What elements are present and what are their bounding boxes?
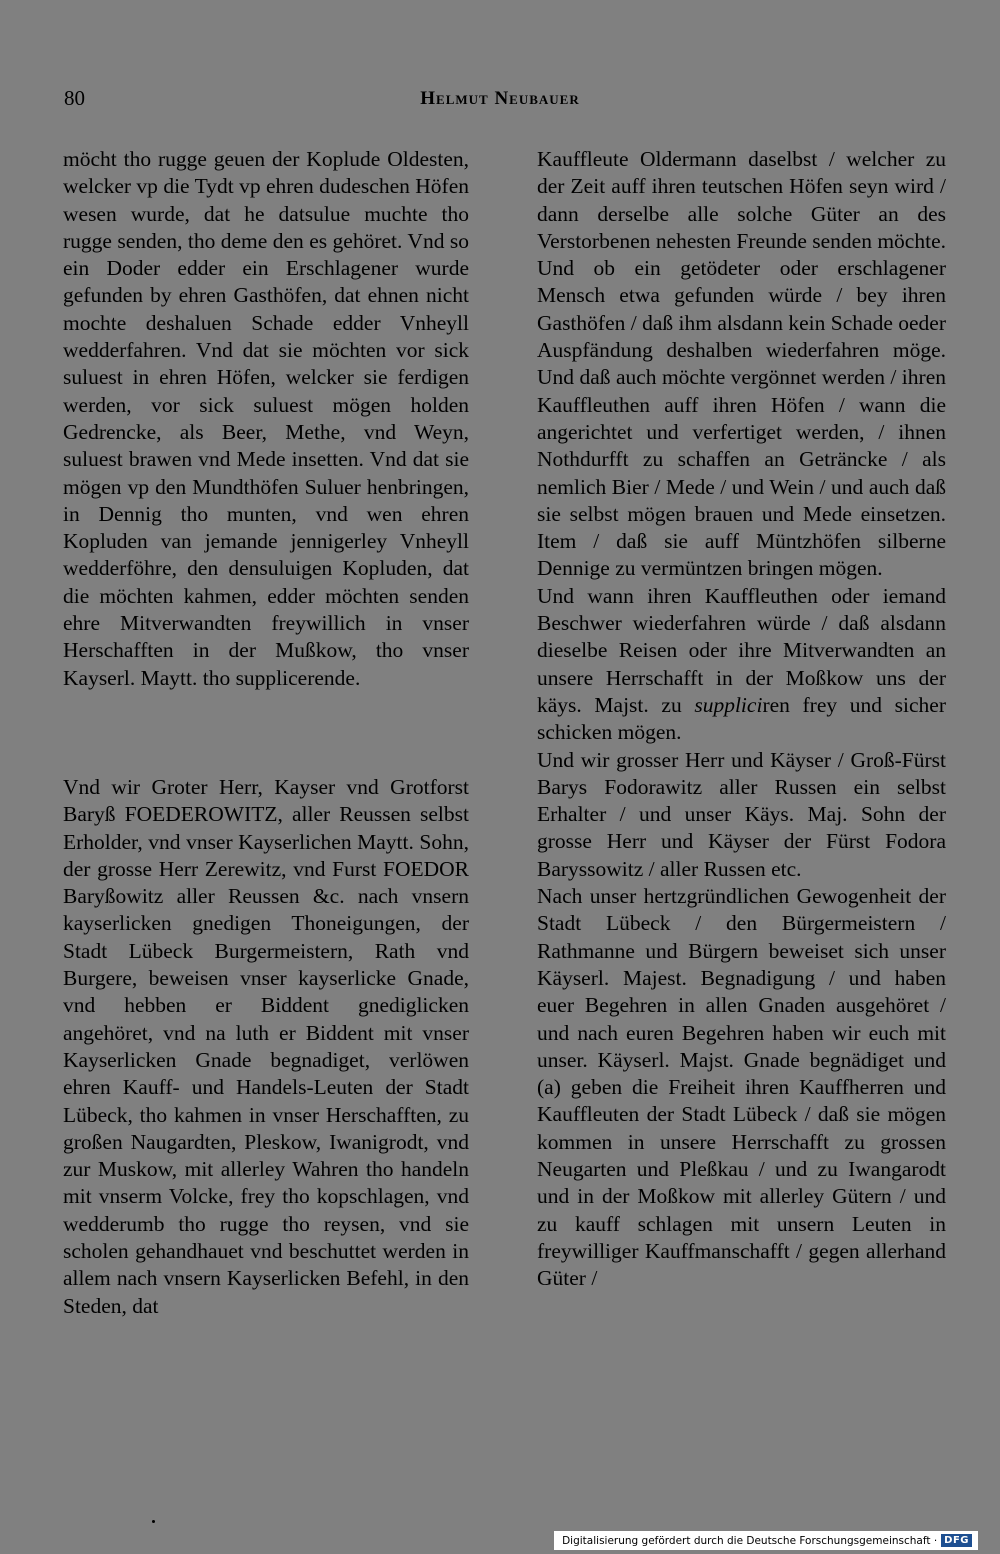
right-paragraph-2-end: ren frey und sicher schicken mögen. — [537, 692, 946, 745]
right-paragraph-2-start: Und wann ihren Kauffleuthen oder iemand Beschwer wiederfahren würde / daß alsdann dieselbe Reisen oder ihre Mitverwandten an unsere Herrschafft in der Moßkow uns der käys. Majst. zu — [537, 583, 946, 717]
footer-text: Digitalisierung gefördert durch die Deutsche Forschungsgemeinschaft · — [562, 1534, 938, 1547]
right-paragraph-2-italic: supplici — [694, 692, 763, 717]
left-paragraph-2: Vnd wir Groter Herr, Kayser vnd Grotforst Baryß FOEDEROWITZ, aller Reussen selbst Erholder, vnd vnser Kayserlichen Maytt. Sohn, der grosse Herr Zerewitz, vnd Furst FOEDOR Baryßowitz aller Reussen &c. nach vnsern kayserlicken gnedigen Thoneigungen, der Stadt Lübeck Burgermeistern, Rath vnd Burgere, beweisen vnser kayserlicke Gnade, vnd hebben er Biddent gnediglicken angehöret, vnd na luth er Biddent mit vnser Kayserlicken Gnade begnadiget, verlöwen ehren Kauff- und Handels-Leuten der Stadt Lübeck, tho kahmen in vnser Herschafften, zu großen Naugardten, Pleskow, Iwanigrodt, vnd zur Muskow, mit allerley Wahren tho handeln mit vnserm Volcke, frey tho kopschlagen, vnd wedderumb tho rugge tho reysen, vnd sie scholen gehandhauet vnd beschuttet werden in allem nach vnsern Kayserlicken Befehl, in den Steden, dat — [63, 774, 469, 1318]
left-column — [63, 146, 469, 1320]
right-column — [537, 146, 946, 1292]
right-paragraph-1: Kauffleute Oldermann daselbst / welcher zu der Zeit auff ihren teutschen Höfen seyn wird / dann derselbe alle solche Güter an des Verstorbenen nehesten Freunde senden möchte. Und ob ein getödeter oder erschlagener Mensch etwa gefunden würde / bey ihren Gasthöfen / daß ihm alsdann kein Schade oeder Auspfändung deshalben wiederfahren möge. Und daß auch möchte vergönnet werden / ihren Kauffleuthen auff ihren Höfen / wann die angerichtet und verfertiget werden, / ihnen Nothdurfft zu schaffen an Geträncke / als nemlich Bier / Mede / und Wein / und auch daß sie selbst mögen brauen und Mede einsetzen. Item / daß sie auff Müntzhöfen silberne Dennige zu vermüntzen bringen mögen. — [537, 147, 946, 581]
running-head: Helmut Neubauer — [420, 88, 580, 109]
page-header — [0, 86, 1000, 116]
digitization-footer — [554, 1531, 978, 1550]
right-paragraph-2 — [537, 583, 946, 747]
right-paragraph-4: Nach unser hertzgründlichen Gewogenheit der Stadt Lübeck / den Bürgermeistern / Rathmanne und Bürgern beweiset sich unser Käyserl. Majest. Begnadigung / und haben euer Begehren in allen Gnaden ausgehöret / und nach euren Begehren haben wir euch mit unser. Käyserl. Majst. Gnade begnädiget und (a) geben die Freiheit ihren Kauffherren und Kauffleuten der Stadt Lübeck / daß sie mögen kommen in unsere Herrschafft zu grossen Neugarten und Pleßkau / und zu Iwangarodt und in der Moßkow mit allerley Gütern / und zu kauff schlagen mit unsern Leuten in freywilliger Kauffmanschafft / gegen allerhand Güter / — [537, 884, 946, 1291]
left-paragraph-1: möcht tho rugge geuen der Koplude Oldesten, welcker vp die Tydt vp ehren dudeschen Höfen wesen wurde, dat he datsulue muchte tho rugge senden, tho deme den es gehöret. Vnd so ein Doder edder ein Erschlagener wurde gefunden by ehren Gasthöfen, dat ehnen nicht mochte deshaluen Schade edder Vnheyll wedderfahren. Vnd dat sie möchten vor sick suluest in ehren Höfen, welcker sie ferdigen werden, vor sick suluest mögen holden Gedrencke, als Beer, Methe, vnd Weyn, suluest brawen vnd Mede insetten. Vnd dat sie mögen vp den Mundthöfen Suluer henbringen, in Dennig tho munten, vnd wen ehren Kopluden van jemande jennigerley Vnheyll wedderföhre, den densuluigen Kopluden, dat die möchten kahmen, edder möchten senden ehre Mitverwandten freywillich in vnser Herschafften in der Mußkow, tho vnser Kayserl. Maytt. tho supplicerende. — [63, 147, 469, 690]
scan-speck — [152, 1520, 155, 1523]
page-number: 80 — [64, 86, 85, 110]
right-paragraph-3: Und wir grosser Herr und Käyser / Groß-Fürst Barys Fodorawitz aller Russen ein selbst Erhalter / und unser Käys. Maj. Sohn der grosse Herr und Käyser der Fürst Fodora Baryssowitz / aller Russen etc. — [537, 747, 946, 881]
dfg-logo-icon: DFG — [941, 1534, 972, 1547]
